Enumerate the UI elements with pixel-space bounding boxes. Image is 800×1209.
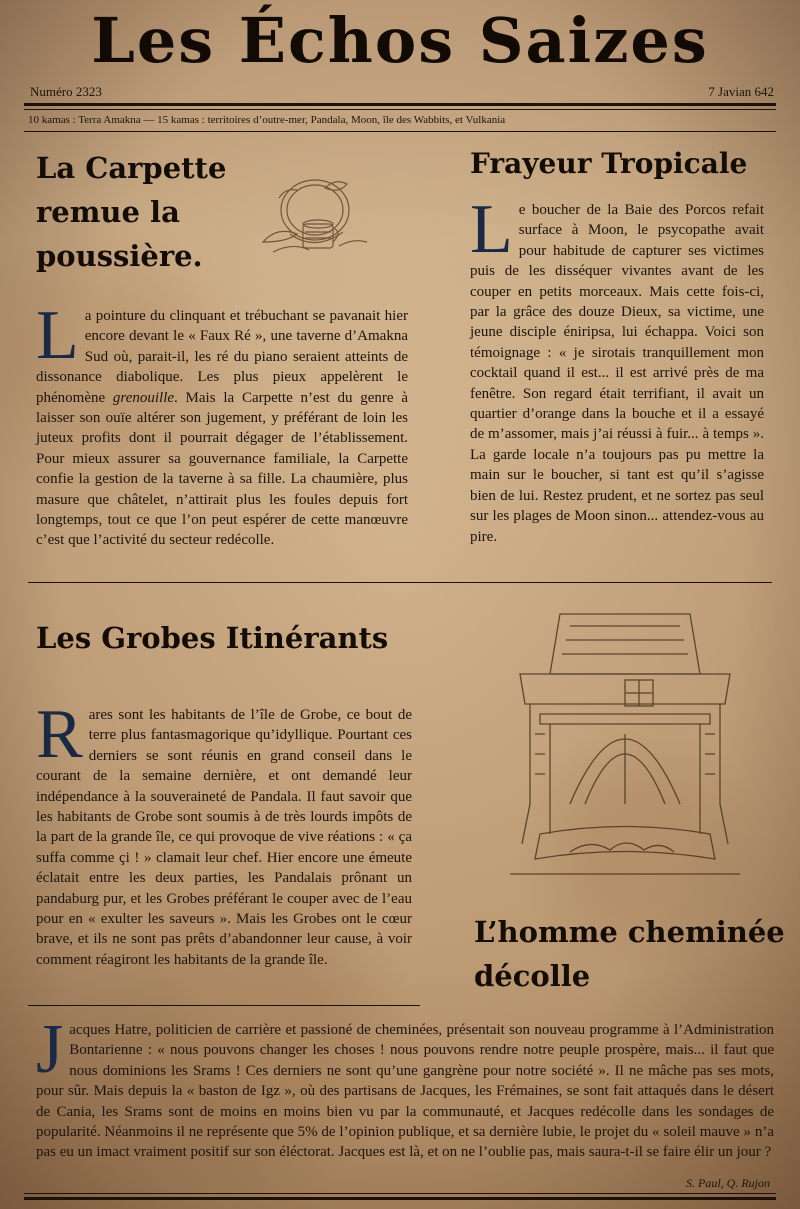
footer-rule-top xyxy=(24,1193,776,1194)
cheminee-dropcap: J xyxy=(36,1011,64,1088)
footer-rule-bottom xyxy=(24,1197,776,1200)
pottery-illustration xyxy=(255,172,375,264)
masthead-rule-top xyxy=(24,103,776,106)
cheminee-title-line1: L’homme cheminée xyxy=(474,915,785,949)
price-line-rule xyxy=(24,131,776,132)
carpette-dropcap: L xyxy=(36,297,79,374)
grobes-dropcap: R xyxy=(36,696,83,773)
section-divider xyxy=(28,582,772,583)
article-cheminee-title xyxy=(474,910,785,998)
cheminee-title-line2: décolle xyxy=(474,959,591,993)
price-line: 10 kamas : Terra Amakna — 15 kamas : territoires d’outre-mer, Pandala, Moon, île des Wabbits, et Vulkania xyxy=(28,114,506,126)
article-frayeur-body: Le boucher de la Baie des Porcos refait surface à Moon, le psycopathe avait pour habitude de capturer ses victimes puis de les disséquer vivantes avant de les couper en petits morceaux. Mais cette fois-ci, par la grâce des douze Dieux, sa victime, une jeune disciple éniripsa, lui échappa. Voici son témoignage : « je sirotais tranquillement mon cocktail quand il est... il est arrivé près de ma fenêtre. Son regard était terrifiant, il avait un quartier d’orange dans la bouche et il a essayé de m’assomer, mais j’ai réussi à fuir... à temps ». La garde locale n’a toujours pas pu mettre la main sur le boucher, si tant est qu’il s’agisse bien de lui. Restez prudent, et ne sortez pas seul sur les plages de Moon sinon... attendez-vous au pire. xyxy=(470,191,764,545)
article-carpette-body: La pointure du clinquant et trébuchant se pavanait hier encore devant le « Faux Ré », une taverne d’Amakna Sud où, parait-il, les ré du piano seraient atteints de dissonance diabolique. Les plus pieux appelèrent le phénomène grenouille. Mais la Carpette n’est du genre à laisser son ouïe altérer son jugement, y préférant de loin les juteux profits dont il pourrait dégager de l’établissement. Pour mieux assurer sa gouvernance familiale, la Carpette confie la gestion de la taverne à sa fille. La chaumière, plus masure que châtelet, n’attirait plus les foules depuis fort longtemps, tout ce que l’on peut espérer de cette manœuvre c’est que l’activité du secteur redécolle. xyxy=(36,297,408,549)
masthead-rule-second xyxy=(24,109,776,110)
article-signature: S. Paul, Q. Rujon xyxy=(686,1176,770,1190)
article-grobes-body: Rares sont les habitants de l’île de Grobe, ce bout de terre plus fantasmagorique qu’idyllique. Pourtant ces derniers se sont réunis en grand conseil dans le courant de la semaine dernière, et ont demandé leur indépendance à la souveraineté de Pandala. Il faut savoir que les habitants de Grobe sont soumis à de très lourds impôts de la part de la grande île, ce qui provoque de vive réations : « ça suffa comme çi ! » clamait leur chef. Hier encore une émeute éclatait entre les deux parties, les Pandalais prônant un pandaburg pur, et les Grobes préférant le couper avec de l’eau pour en « exulter les saveurs ». Mais les Grobes ont le cœur brave, et ils ne sont pas prêts d’abandonner leur cause, à voir comment réagiront les habitants de la grande île. xyxy=(36,696,412,968)
issue-number: Numéro 2323 xyxy=(30,84,102,99)
fireplace-illustration xyxy=(500,604,750,884)
frayeur-dropcap: L xyxy=(470,191,513,268)
article-cheminee-body: Jacques Hatre, politicien de carrière et passioné de cheminées, présentait son nouveau programme à l’Administration Bontarienne : « nous pouvons changer les choses ! nous pouvons rendre notre peuple prospère, mais... il faut que nous dominions les Srams ! Ces derniers ne sont qu’une gangrène pour notre société ». Il ne mâche pas ses mots, pour sûr. Mais depuis la « baston de Igz », où des partisans de Jacques, les Frémaines, se sont fait attaqués dans le désert de Cania, les Srams sont de moins en moins bien vu par la communauté, et Jacques redécolle dans les sondages de popularité. Néanmoins il ne représente que 5% de l’opinion publique, et sa dernière lubie, le projet du « soleil mauve » n’a pas eu un imact vraiment positif sur son éléctorat. Jacques est là, et on ne l’oublie pas, mais saura-t-il se faire élir un jour ? xyxy=(36,1011,774,1161)
newspaper-title: Les Échos Saizes xyxy=(91,4,709,77)
carpette-title-line3: poussière. xyxy=(36,239,203,273)
article-carpette-title xyxy=(36,146,226,278)
article-frayeur-title: Frayeur Tropicale xyxy=(470,147,748,180)
article-grobes-title: Les Grobes Itinérants xyxy=(36,621,389,655)
carpette-title-line2: remue la xyxy=(36,195,180,229)
carpette-title-line1: La Carpette xyxy=(36,151,227,185)
issue-date: 7 Javian 642 xyxy=(708,84,774,99)
cheminee-divider xyxy=(28,1005,420,1006)
